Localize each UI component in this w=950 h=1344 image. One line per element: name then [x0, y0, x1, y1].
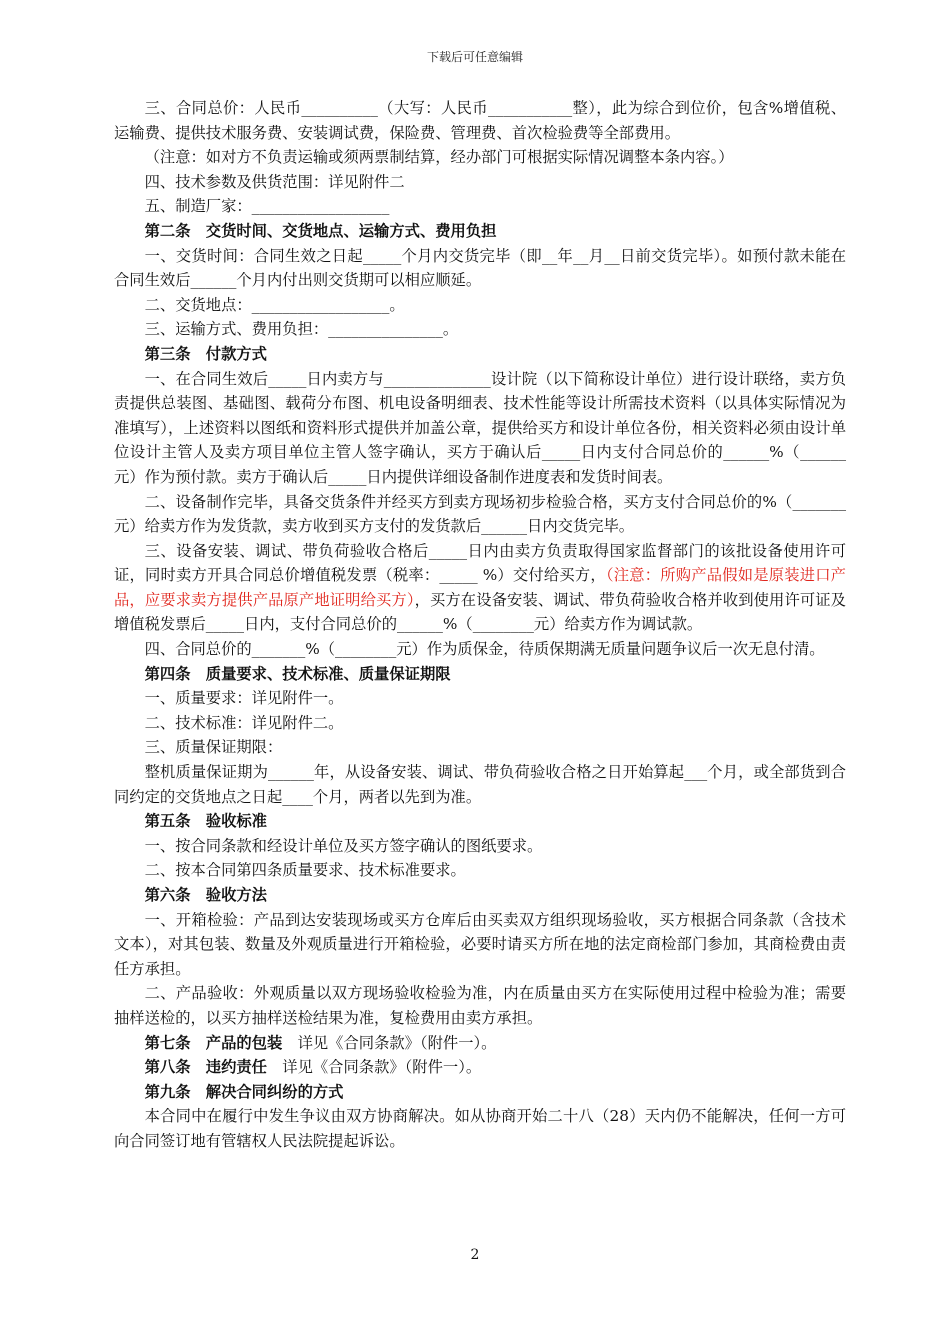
clause-text: 第四条 质量要求、技术标准、质量保证期限: [144, 664, 451, 683]
contract-clause: [114, 490, 846, 539]
clause-text: 第三条 付款方式: [144, 344, 267, 363]
clause-text: 第二条 交货时间、交货地点、运输方式、费用负担: [144, 221, 497, 240]
clause-text: ，买方在设备安装、调试、带负荷验收合格并收到使用许可证及增值税发票后_____日内，支付合同总价的______%（________元）给卖方作为调试款。: [114, 590, 846, 634]
contract-clause: [114, 637, 846, 662]
article-heading: [114, 1080, 846, 1105]
clause-text: 详见《合同条款》（附件一）。: [282, 1033, 497, 1052]
clause-text: 一、按合同条款和经设计单位及买方签字确认的图纸要求。: [144, 836, 543, 855]
clause-text: 三、运输方式、费用负担：_______________。: [144, 320, 459, 339]
clause-text: 详见《合同条款》（附件一）。: [266, 1058, 482, 1077]
clause-text: 三、设备安装、调试、带负荷验收合格后_____日内由卖方负责取得国家监督部门的该批设备使用许可证，同时卖方开具合同总价增值税发票（税率：_____ %）交付给买方，: [114, 541, 846, 585]
clause-text: 四、合同总价的_______%（________元）作为质保金，待质保期满无质量问题争议后一次无息付清。: [144, 640, 825, 659]
contract-clause: [114, 735, 846, 760]
article-line: [114, 1031, 846, 1056]
article-title: 第八条 违约责任: [144, 1058, 267, 1077]
contract-clause: [114, 711, 846, 736]
contract-clause: [114, 539, 846, 637]
note-text: （注意：所购产品假如是原装进口产品，应要求卖方提供产品原产地证明给买方）: [114, 566, 846, 609]
clause-text: 第九条 解决合同纠纷的方式: [144, 1082, 344, 1101]
clause-text: 五、制造厂家：__________________: [144, 197, 390, 216]
article-line: [114, 1055, 846, 1080]
contract-clause: [114, 145, 846, 170]
contract-clause: [114, 760, 846, 809]
clause-text: 二、交货地点：__________________。: [144, 295, 405, 314]
page-number: 2: [470, 1247, 480, 1263]
contract-clause: [114, 834, 846, 859]
contract-clause: [114, 96, 846, 145]
contract-clause: [114, 1104, 846, 1153]
article-heading: [114, 662, 846, 687]
contract-clause: [114, 317, 846, 342]
clause-text: 一、交货时间：合同生效之日起_____个月内交货完毕（即__年__月__日前交货完毕）。如预付款未能在合同生效后______个月内付出则交货期可以相应顺延。: [114, 246, 846, 290]
article-heading: [114, 219, 846, 244]
page-header: 下载后可任意编辑: [426, 50, 523, 64]
clause-text: 四、技术参数及供货范围：详见附件二: [144, 172, 405, 191]
clause-text: 第五条 验收标准: [144, 812, 267, 831]
clause-text: （注意：如对方不负责运输或须两票制结算，经办部门可根据实际情况调整本条内容。）: [144, 148, 734, 167]
clause-text: 一、开箱检验：产品到达安装现场或买方仓库后由买卖双方组织现场验收，买方根据合同条款（含技术文本），对其包装、数量及外观质量进行开箱检验，必要时请买方所在地的法定商检部门参加，其商检费由责任方承担。: [114, 910, 846, 978]
contract-clause: [114, 244, 846, 293]
contract-clause: [114, 194, 846, 219]
article-title: 第七条 产品的包装: [144, 1033, 283, 1052]
clause-text: 一、质量要求：详见附件一。: [144, 689, 344, 708]
clause-text: 二、按本合同第四条质量要求、技术标准要求。: [144, 861, 466, 880]
clause-text: 三、合同总价：人民币__________（大写：人民币___________整），此为综合到位价，包含%增值税、运输费、提供技术服务费、安装调试费，保险费、管理费、首次检验费等全部费用。: [114, 99, 846, 142]
clause-text: 二、产品验收：外观质量以双方现场验收检验为准，内在质量由买方在实际使用过程中检验为准；需要抽样送检的，以买方抽样送检结果为准，复检费用由卖方承担。: [114, 984, 846, 1027]
clause-text: 本合同中在履行中发生争议由双方协商解决。如从协商开始二十八（28）天内仍不能解决，任何一方可向合同签订地有管辖权人民法院提起诉讼。: [114, 1107, 846, 1150]
clause-text: 第六条 验收方法: [144, 886, 267, 904]
clause-text: 二、技术标准：详见附件二。: [144, 713, 344, 732]
clause-text: 一、在合同生效后_____日内卖方与______________设计院（以下简称设计单位）进行设计联络，卖方负责提供总装图、基础图、载荷分布图、机电设备明细表、技术性能等设计所需技术资料（以具体实际情况为准填写），上述资料以图纸和资料形式提供并加盖公章，提供给买方和设计单位各份，相关资料必须由设计单位设计主管人及卖方项目单位主管人签字确认，买方于确认后_____日内支付合同总价的______%（______元）作为预付款。卖方于确认后_____日内提供详细设备制作进度表和发货时间表。: [114, 369, 846, 486]
contract-clause: [114, 981, 846, 1030]
clause-text: 整机质量保证期为______年，从设备安装、调试、带负荷验收合格之日开始算起___个月，或全部货到合同约定的交货地点之日起____个月，两者以先到为准。: [114, 763, 846, 806]
clause-text: 三、质量保证期限：: [144, 738, 283, 757]
contract-clause: [114, 686, 846, 711]
contract-clause: [114, 908, 846, 982]
contract-clause: [114, 858, 846, 883]
contract-body: [114, 96, 846, 1154]
article-heading: [114, 342, 846, 367]
contract-clause: [114, 293, 846, 318]
clause-text: 二、设备制作完毕，具备交货条件并经买方到卖方现场初步检验合格，买方支付合同总价的%（_______元）给卖方作为发货款，卖方收到买方支付的发货款后______日内交货完毕。: [114, 492, 846, 536]
article-heading: [114, 883, 846, 908]
contract-clause: [114, 367, 846, 490]
article-heading: [114, 809, 846, 834]
contract-clause: [114, 170, 846, 195]
